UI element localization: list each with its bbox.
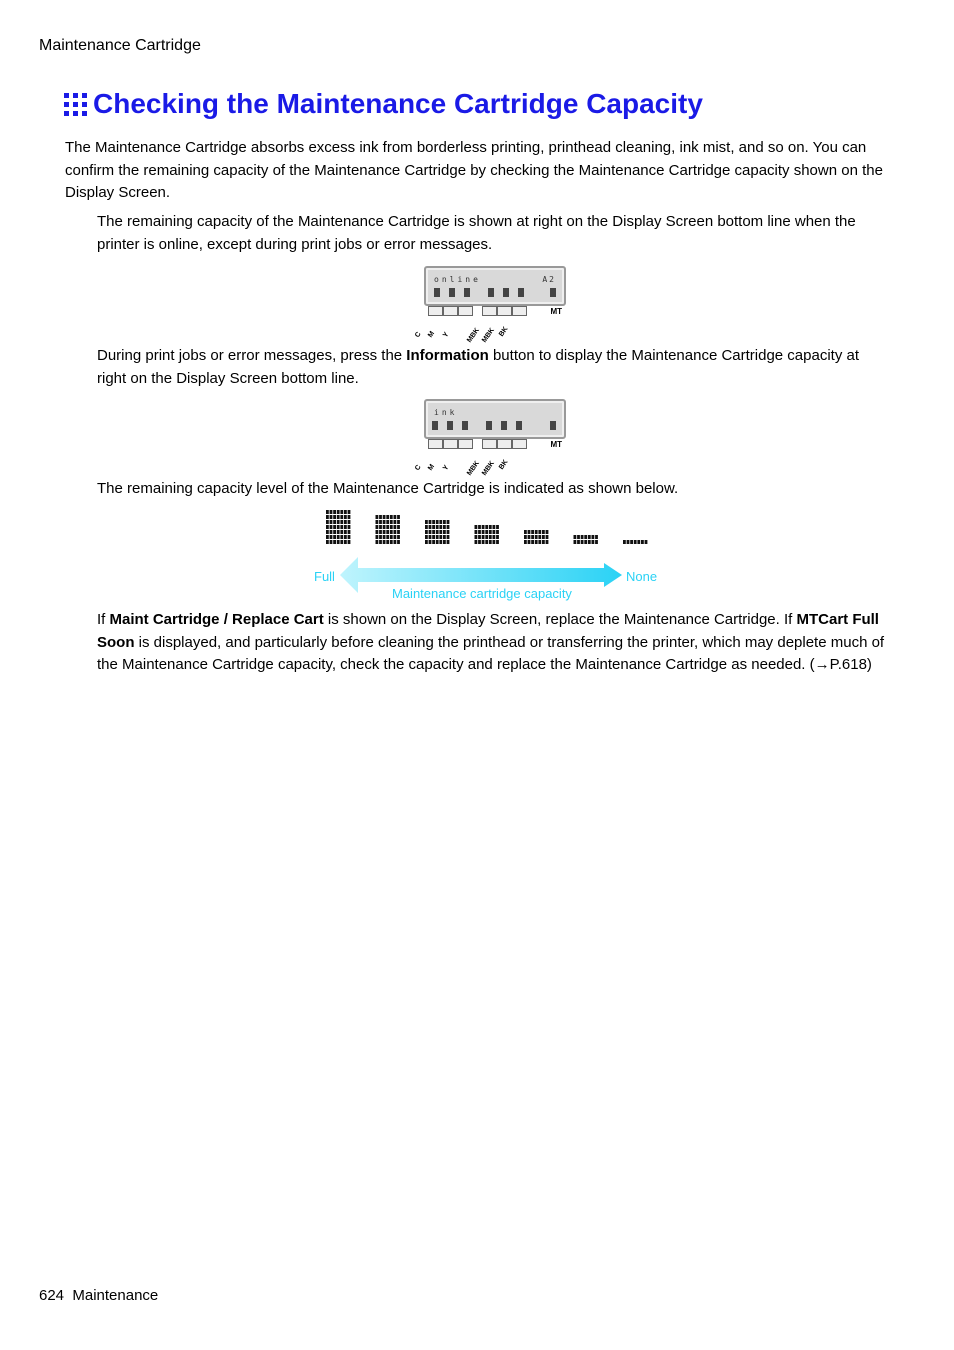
running-header: Maintenance Cartridge — [39, 37, 201, 54]
capacity-caption: Maintenance cartridge capacity — [392, 586, 572, 601]
ink-label: MBK — [481, 326, 496, 345]
capacity-level-2 — [574, 535, 598, 544]
ink-label: MBK — [466, 459, 481, 478]
step-info-paragraph — [97, 345, 887, 390]
text: button to display the Maintenance Cartridge capacity at right on the Display Screen bottom line. — [97, 347, 860, 387]
ink-level-m — [447, 421, 453, 430]
ink-labels — [414, 451, 542, 478]
message-replace-cart: Maint Cartridge / Replace Cart — [109, 611, 324, 628]
page-number: 624 — [39, 1287, 65, 1304]
ink-label: C — [414, 463, 423, 473]
ink-level-m — [449, 288, 455, 297]
lcd-panel — [424, 266, 566, 306]
ink-level-mbk1 — [486, 421, 492, 430]
capacity-level-5 — [425, 520, 449, 544]
mt-label: MT — [550, 307, 562, 316]
capacity-level-1 — [623, 540, 647, 544]
maintenance-level — [550, 421, 556, 430]
capacity-level-paragraph: The remaining capacity level of the Maintenance Cartridge is indicated as shown below. — [97, 480, 679, 497]
ink-label: M — [427, 463, 437, 473]
step-online-paragraph: The remaining capacity of the Maintenance Cartridge is shown at right on the Display Screen bottom line when the printer is online, except during print jobs or error messages. — [97, 213, 856, 253]
ink-level-mbk1 — [488, 288, 494, 297]
ink-label: Y — [442, 331, 451, 340]
lcd-paper-text: A2 — [542, 275, 556, 284]
ink-level-y — [462, 421, 468, 430]
capacity-level-figure — [312, 505, 662, 605]
page-title-text: Checking the Maintenance Cartridge Capacity — [93, 88, 703, 119]
intro-paragraph: The Maintenance Cartridge absorbs excess ink from borderless printing, printhead cleaning, ink mist, and so on. You can confirm the remaining capacity of the Maintenance Cartridge by checking the Maintenance Cartridge capacity shown on the Display Screen. — [65, 139, 883, 201]
footer-section: Maintenance — [72, 1287, 159, 1304]
ink-level-c — [434, 288, 440, 297]
ink-labels — [414, 318, 542, 345]
lcd-status-text: online — [434, 275, 481, 284]
lcd-panel — [424, 399, 566, 439]
text: During print jobs or error messages, press the — [97, 347, 407, 364]
text: is displayed, and particularly before cleaning the printhead or transferring the printer, which may deplete much of the Maintenance Cartridge capacity, check the capacity and replace the Maintenance Cartridge as needed. (→P.618) — [97, 633, 885, 673]
capacity-level-7 — [326, 510, 350, 544]
ink-level-mbk2 — [503, 288, 509, 297]
ink-label: C — [414, 330, 423, 340]
lcd-status-text: ink — [434, 408, 458, 417]
text: If — [97, 611, 110, 628]
grid-icon — [64, 93, 87, 116]
mt-label: MT — [550, 440, 562, 449]
ink-label: M — [427, 330, 437, 340]
ink-level-bk — [516, 421, 522, 430]
full-label: Full — [314, 569, 335, 584]
capacity-level-4 — [475, 525, 499, 544]
ink-level-mbk2 — [501, 421, 507, 430]
display-screen-online — [414, 264, 568, 345]
capacity-level-6 — [376, 515, 400, 544]
ink-level-y — [464, 288, 470, 297]
ink-label: MBK — [481, 459, 496, 478]
none-label: None — [626, 569, 658, 584]
display-screen-ink — [414, 397, 568, 478]
text: is shown on the Display Screen, replace the Maintenance Cartridge. If — [323, 611, 797, 628]
capacity-level-3 — [524, 530, 548, 544]
maintenance-level — [550, 288, 556, 297]
information-button-name: Information — [406, 347, 489, 364]
message-full-soon: MTCart Full Soon — [97, 611, 879, 651]
ink-label: BK — [498, 458, 510, 472]
ink-label: BK — [498, 325, 510, 339]
ink-level-bk — [518, 288, 524, 297]
ink-level-c — [432, 421, 438, 430]
page-title — [64, 88, 703, 120]
ink-label: MBK — [466, 326, 481, 345]
page-footer — [39, 1287, 158, 1304]
ink-label: Y — [442, 464, 451, 473]
replace-paragraph — [97, 609, 897, 677]
